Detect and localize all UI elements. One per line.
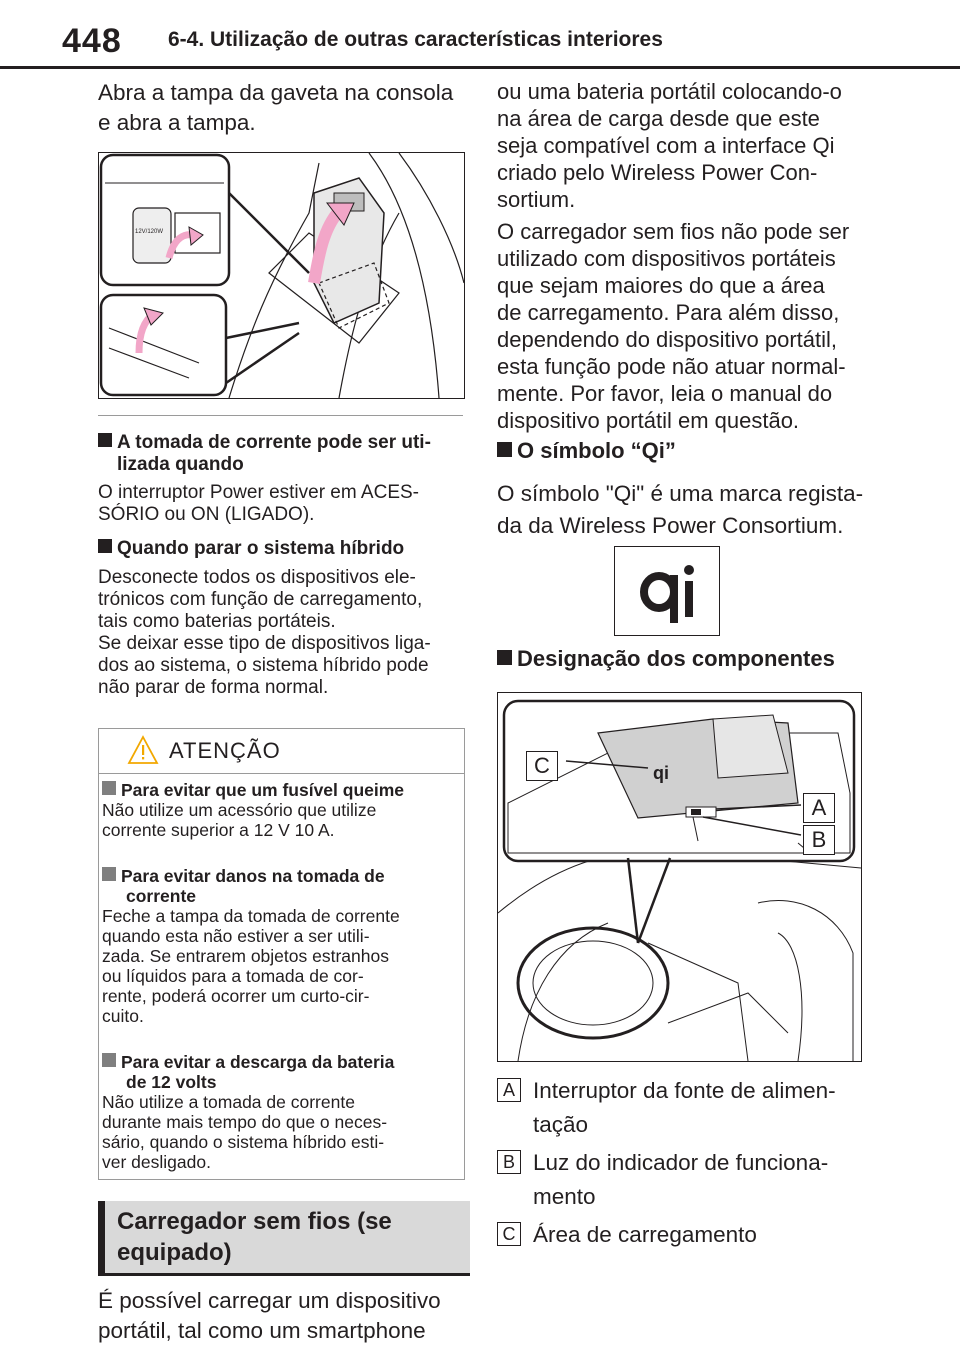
note-text: Desconecte todos os dispositivos ele- trónicos com função de carregamento, tais como baterias portáteis. Se deixar esse tipo de dispositivos liga- dos ao sistema, o sistema híbrido pode não parar de forma normal. — [98, 567, 431, 698]
legend — [497, 1074, 836, 1252]
page-number: 448 — [62, 22, 122, 60]
qi-mark: qi — [653, 763, 669, 783]
section-title: Carregador sem fios (se equipado) — [117, 1208, 392, 1266]
wireless-charger-figure — [497, 692, 862, 1062]
caution-item-battery: Para evitar a descarga da bateria de 12 volts Não utilize a tomada de corrente durante mais tempo do que o neces- sário, quando o sistema híbrido esti- ver desligado. — [102, 1052, 395, 1172]
header-rule — [0, 66, 960, 69]
square-bullet-icon — [102, 867, 116, 881]
note-power-socket — [98, 432, 468, 526]
legend-item-b: B Luz do indicador de funciona- mento — [497, 1146, 836, 1214]
caution-title: ATENÇÃO — [169, 738, 281, 763]
warning-icon — [127, 735, 159, 765]
paragraph-compatibility: ou uma bateria portátil colocando-o na área de carga desde que este seja compatível com a interface Qi criado pelo Wireless Power Con- sortium. — [497, 79, 842, 212]
square-bullet-icon — [102, 781, 116, 795]
callout-c: C — [526, 751, 558, 781]
qi-logo-box — [614, 546, 720, 636]
caution-box — [98, 728, 465, 1180]
socket-label: 12V/120W — [135, 229, 164, 235]
note-heading: Quando parar o sistema híbrido — [98, 538, 468, 560]
legend-letter: C — [497, 1222, 521, 1246]
square-bullet-icon — [102, 1053, 116, 1067]
legend-letter: A — [497, 1078, 521, 1102]
callout-b: B — [803, 825, 835, 855]
outro-text: É possível carregar um dispositivo portátil, tal como um smartphone — [98, 1288, 441, 1343]
caution-item-socket: Para evitar danos na tomada de corrente Feche a tampa da tomada de corrente quando esta não estiver a ser utili- zada. Se entrarem objetos estranhos ou líquidos para a tomada de cor- rente, poderá ocorrer um curto-cir- cuito. — [102, 866, 400, 1026]
callout-a: A — [803, 793, 835, 823]
components-heading: Designação dos componentes — [497, 646, 835, 672]
square-bullet-icon — [497, 442, 512, 457]
legend-letter: B — [497, 1150, 521, 1174]
chapter-title: 6-4. Utilização de outras características interiores — [168, 28, 663, 51]
note-text: O interruptor Power estiver em ACES- SÓRIO ou ON (LIGADO). — [98, 482, 419, 525]
square-bullet-icon — [98, 433, 112, 447]
legend-item-c: C Área de carregamento — [497, 1218, 836, 1252]
paragraph-limitations: O carregador sem fios não pode ser utilizado com dispositivos portáteis que sejam maiores do que a área de carregamento. Para além disso, dependendo do dispositivo portátil, esta função pode não atuar normal- mente. Por favor, leia o manual do dispositivo portátil em questão. — [497, 219, 850, 433]
divider — [98, 415, 463, 416]
caution-body — [99, 774, 464, 1172]
qi-text: O símbolo "Qi" é uma marca regista- da da Wireless Power Consortium. — [497, 481, 864, 538]
qi-logo-icon — [615, 547, 719, 635]
caution-header — [99, 729, 464, 774]
caution-item-fuse: Para evitar que um fusível queime Não utilize um acessório que utilize corrente superior a 12 V 10 A. — [102, 780, 405, 840]
intro-text: Abra a tampa da gaveta na consola e abra a tampa. — [98, 80, 454, 135]
note-hybrid-stop — [98, 538, 468, 699]
legend-item-a: A Interruptor da fonte de alimen- tação — [497, 1074, 836, 1142]
console-figure — [98, 152, 465, 399]
note-heading: A tomada de corrente pode ser uti- lizada quando — [98, 432, 468, 476]
qi-heading: O símbolo “Qi” — [497, 438, 676, 464]
square-bullet-icon — [98, 539, 112, 553]
square-bullet-icon — [497, 650, 512, 665]
